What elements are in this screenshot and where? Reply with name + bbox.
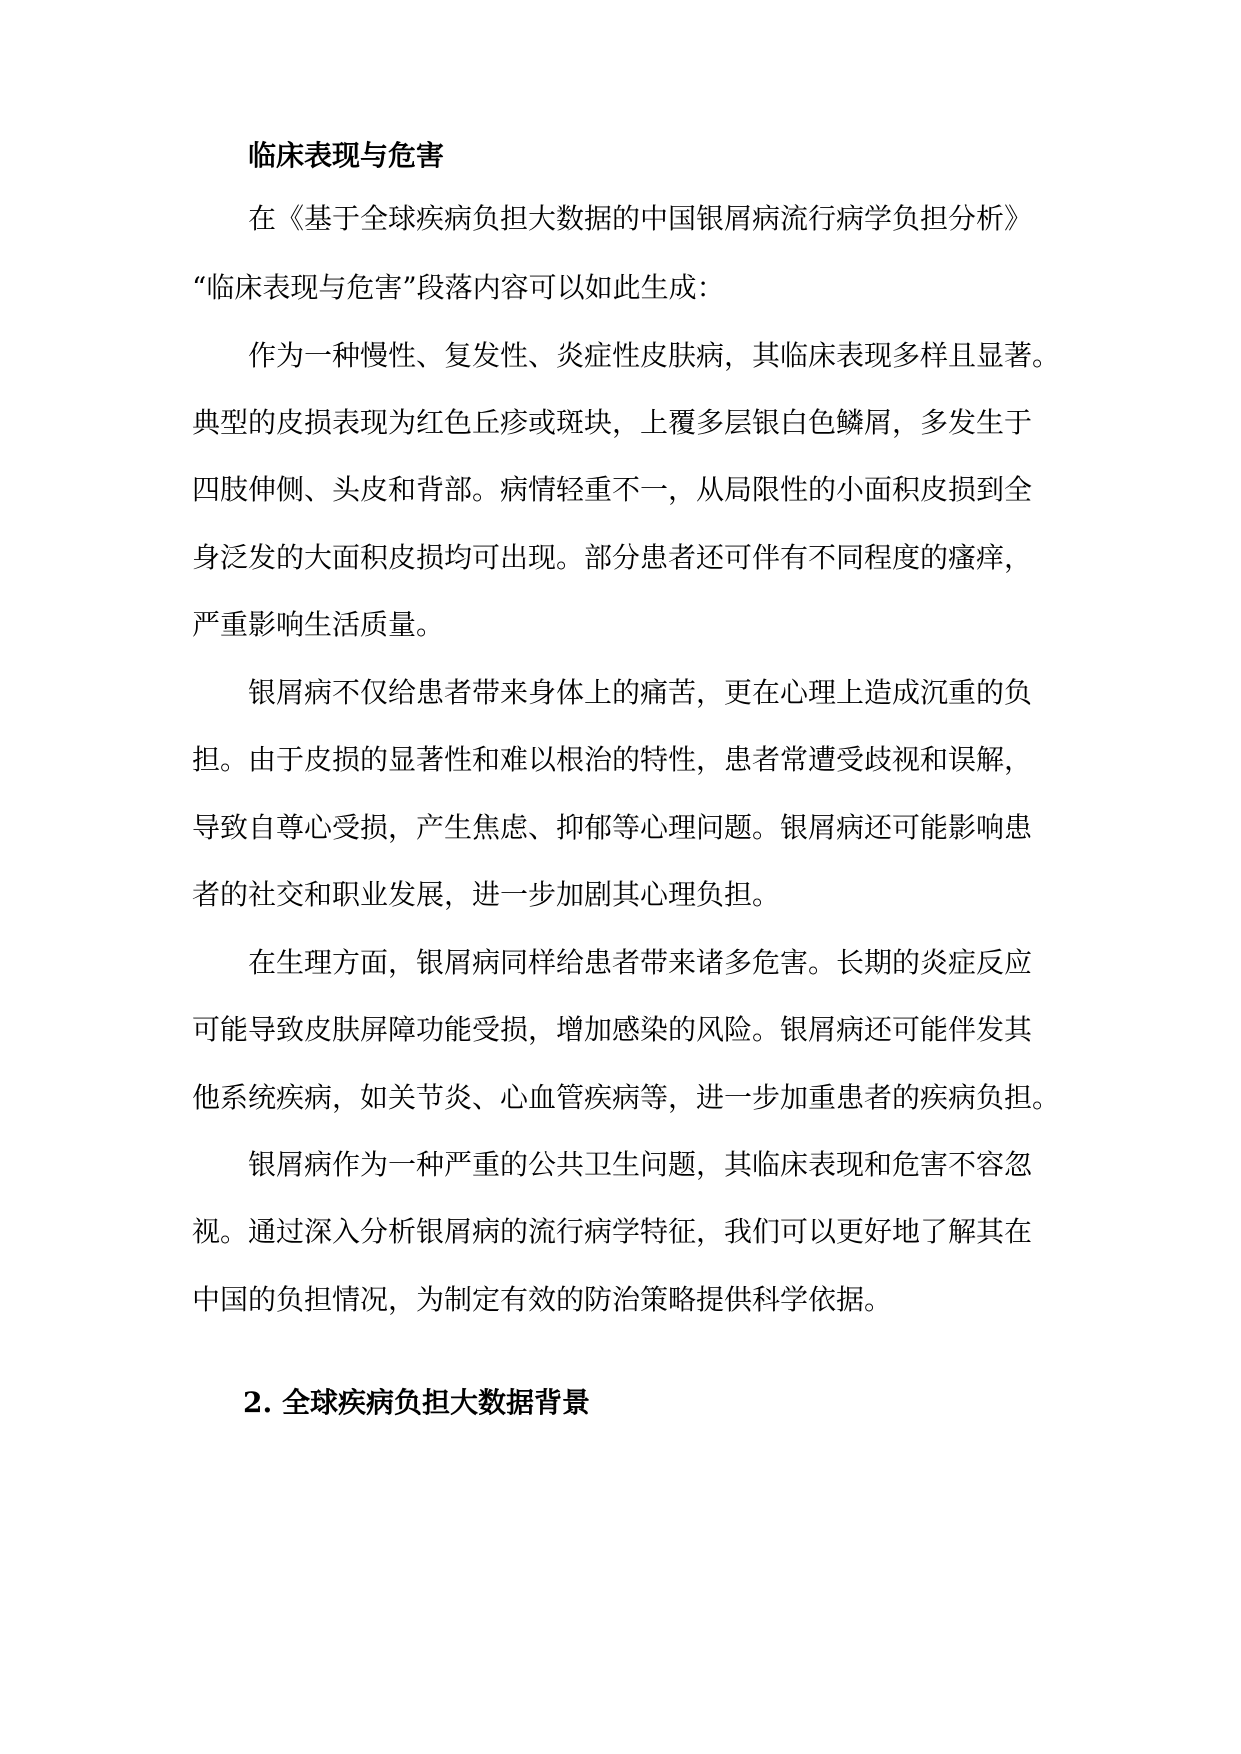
section-heading-gbd-background: 2. 全球疾病负担大数据背景 [243,1386,590,1419]
paragraph-line: 作为一种慢性、复发性、炎症性皮肤病，其临床表现多样且显著。 [248,339,1061,372]
paragraph-line: 典型的皮损表现为红色丘疹或斑块，上覆多层银白色鳞屑，多发生于 [192,406,1033,439]
paragraph-line: 担。由于皮损的显著性和难以根治的特性，患者常遭受歧视和误解， [192,743,1033,776]
paragraph-line: 银屑病不仅给患者带来身体上的痛苦，更在心理上造成沉重的负 [248,676,1033,709]
paragraph-line: 在生理方面，银屑病同样给患者带来诸多危害。长期的炎症反应 [248,946,1033,979]
paragraph-line: 视。通过深入分析银屑病的流行病学特征，我们可以更好地了解其在 [192,1215,1033,1248]
paragraph-line: 中国的负担情况，为制定有效的防治策略提供科学依据。 [192,1283,893,1316]
paragraph-line: 可能导致皮肤屏障功能受损，增加感染的风险。银屑病还可能伴发其 [192,1013,1033,1046]
intro-line: 在《基于全球疾病负担大数据的中国银屑病流行病学负担分析》 [248,202,1033,235]
paragraph-line: 严重影响生活质量。 [192,608,445,641]
paragraph-line: 导致自尊心受损，产生焦虑、抑郁等心理问题。银屑病还可能影响患 [192,811,1033,844]
intro-line: “临床表现与危害”段落内容可以如此生成： [192,271,725,304]
paragraph-line: 他系统疾病，如关节炎、心血管疾病等，进一步加重患者的疾病负担。 [192,1081,1061,1114]
paragraph-line: 身泛发的大面积皮损均可出现。部分患者还可伴有不同程度的瘙痒， [192,541,1033,574]
section-heading-clinical: 临床表现与危害 [248,139,445,172]
paragraph-line: 四肢伸侧、头皮和背部。病情轻重不一，从局限性的小面积皮损到全 [192,473,1033,506]
paragraph-line: 者的社交和职业发展，进一步加剧其心理负担。 [192,878,781,911]
paragraph-line: 银屑病作为一种严重的公共卫生问题，其临床表现和危害不容忽 [248,1148,1033,1181]
